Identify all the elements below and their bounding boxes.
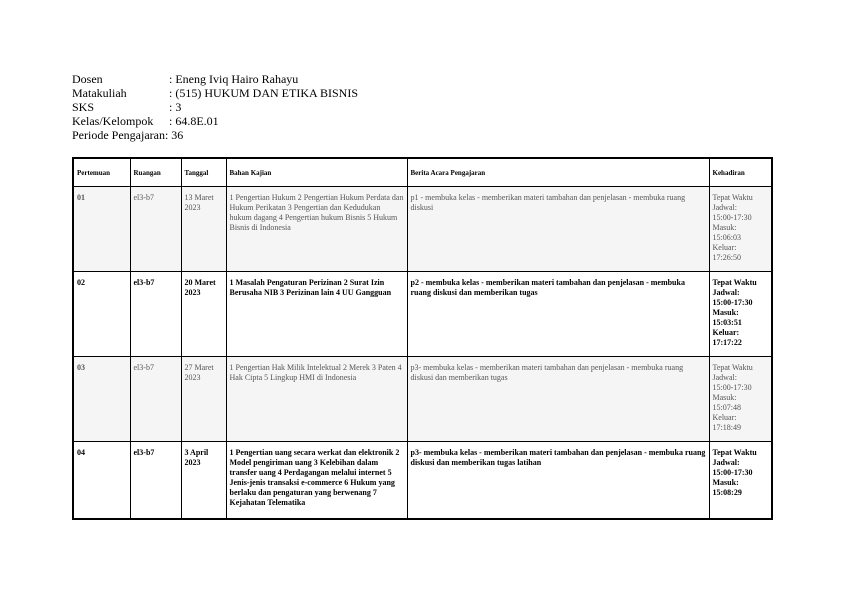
pertemuan-cell: 01 (73, 187, 130, 272)
berita-cell: p3- membuka kelas - memberikan materi tambahan dan penjelasan - membuka ruang diskusi dan memberikan tugas (407, 357, 709, 442)
table-row (73, 272, 772, 357)
kehadiran-line: 15:00-17:30 (712, 468, 753, 477)
kehadiran-line: 15:07:48 (712, 403, 741, 412)
col-kehadiran: Kehadiran (709, 158, 772, 187)
table-row (73, 357, 772, 442)
kehadiran-line: Tepat Waktu (712, 193, 753, 202)
tanggal-cell: 27 Maret 2023 (181, 357, 226, 442)
kehadiran-line: 15:00-17:30 (712, 213, 752, 222)
kehadiran-line: Jadwal: (712, 373, 737, 382)
header-row-dosen (72, 72, 358, 86)
berita-cell: p2 - membuka kelas - memberikan materi tambahan dan penjelasan - membuka ruang diskusi dan memberikan tugas (407, 272, 709, 357)
kehadiran-line: 17:26:50 (712, 253, 741, 262)
kehadiran-cell (709, 442, 772, 520)
berita-cell: p3- membuka kelas - memberikan materi tambahan dan penjelasan - membuka ruang diskusi dan memberikan tugas latihan (407, 442, 709, 520)
matakuliah-value: : (515) HUKUM DAN ETIKA BISNIS (169, 86, 358, 100)
kehadiran-cell (709, 272, 772, 357)
matakuliah-label: Matakuliah (72, 86, 127, 100)
bahan-cell: 1 Pengertian uang secara werkat dan elektronik 2 Model pengiriman uang 3 Kelebihan dalam transfer uang 4 Perdagangan melalui internet 5 Jenis-jenis transaksi e-commerce 6 Hukum yang berlaku dan pengaturan yang berwenang 7 Kejahatan Telematika (226, 442, 407, 520)
tanggal-cell: 3 April 2023 (181, 442, 226, 520)
ruangan-cell: el3-b7 (130, 187, 181, 272)
table-row (73, 187, 772, 272)
col-bahan-kajian: Bahan Kajian (226, 158, 407, 187)
dosen-label: Dosen (72, 72, 103, 86)
kelas-label: Kelas/Kelompok (72, 114, 154, 128)
kehadiran-line: Masuk: (712, 478, 739, 487)
pertemuan-cell: 02 (73, 272, 130, 357)
kehadiran-line: 15:00-17:30 (712, 298, 753, 307)
kehadiran-line: 15:03:51 (712, 318, 742, 327)
col-ruangan: Ruangan (130, 158, 181, 187)
kehadiran-line: Keluar: (712, 413, 737, 422)
col-pertemuan: Pertemuan (73, 158, 130, 187)
kehadiran-line: Tepat Waktu (712, 363, 753, 372)
kehadiran-cell (709, 357, 772, 442)
dosen-value: : Eneng Iviq Hairo Rahayu (169, 72, 299, 86)
kehadiran-line: Tepat Waktu (712, 448, 757, 457)
kehadiran-line: Masuk: (712, 393, 737, 402)
kehadiran-line: 15:06:03 (712, 233, 741, 242)
bahan-cell: 1 Pengertian Hak Milik Intelektual 2 Merek 3 Paten 4 Hak Cipta 5 Lingkup HMI di Indonesia (226, 357, 407, 442)
kehadiran-line: 17:17:22 (712, 338, 742, 347)
sks-value: : 3 (169, 100, 182, 114)
attendance-table (72, 157, 773, 520)
header-row-kelas (72, 114, 358, 128)
ruangan-cell: el3-b7 (130, 357, 181, 442)
pertemuan-cell: 04 (73, 442, 130, 520)
kehadiran-line: Keluar: (712, 328, 740, 337)
kelas-value: : 64.8E.01 (169, 114, 219, 128)
bahan-cell: 1 Masalah Pengaturan Perizinan 2 Surat Izin Berusaha NIB 3 Perizinan lain 4 UU Gangguan (226, 272, 407, 357)
kehadiran-line: Masuk: (712, 308, 739, 317)
header-row-periode (72, 128, 358, 142)
kehadiran-line: Tepat Waktu (712, 278, 757, 287)
periode-value: : 36 (164, 128, 184, 142)
kehadiran-line: 15:00-17:30 (712, 383, 752, 392)
table-header-row (73, 158, 772, 187)
tanggal-cell: 20 Maret 2023 (181, 272, 226, 357)
ruangan-cell: el3-b7 (130, 272, 181, 357)
periode-label: Periode Pengajaran (72, 128, 165, 142)
kehadiran-line: Masuk: (712, 223, 737, 232)
sks-label: SKS (72, 100, 95, 114)
header-info (72, 72, 358, 142)
kehadiran-line: Jadwal: (712, 203, 737, 212)
berita-cell: p1 - membuka kelas - memberikan materi tambahan dan penjelasan - membuka ruang diskusi (407, 187, 709, 272)
kehadiran-line: 17:18:49 (712, 423, 741, 432)
col-tanggal: Tanggal (181, 158, 226, 187)
kehadiran-line: Jadwal: (712, 458, 740, 467)
bahan-cell: 1 Pengertian Hukum 2 Pengertian Hukum Perdata dan Hukum Perikatan 3 Pengertian dan Kedudukan hukum dagang 4 Pengertian hukum Bisnis 5 Hukum Bisnis di Indonesia (226, 187, 407, 272)
kehadiran-cell (709, 187, 772, 272)
kehadiran-line: Keluar: (712, 243, 737, 252)
kehadiran-line: 15:08:29 (712, 488, 742, 497)
table-row (73, 442, 772, 520)
col-berita-acara: Berita Acara Pengajaran (407, 158, 709, 187)
header-row-matakuliah (72, 86, 358, 100)
header-row-sks (72, 100, 358, 114)
ruangan-cell: el3-b7 (130, 442, 181, 520)
tanggal-cell: 13 Maret 2023 (181, 187, 226, 272)
kehadiran-line: Jadwal: (712, 288, 740, 297)
pertemuan-cell: 03 (73, 357, 130, 442)
